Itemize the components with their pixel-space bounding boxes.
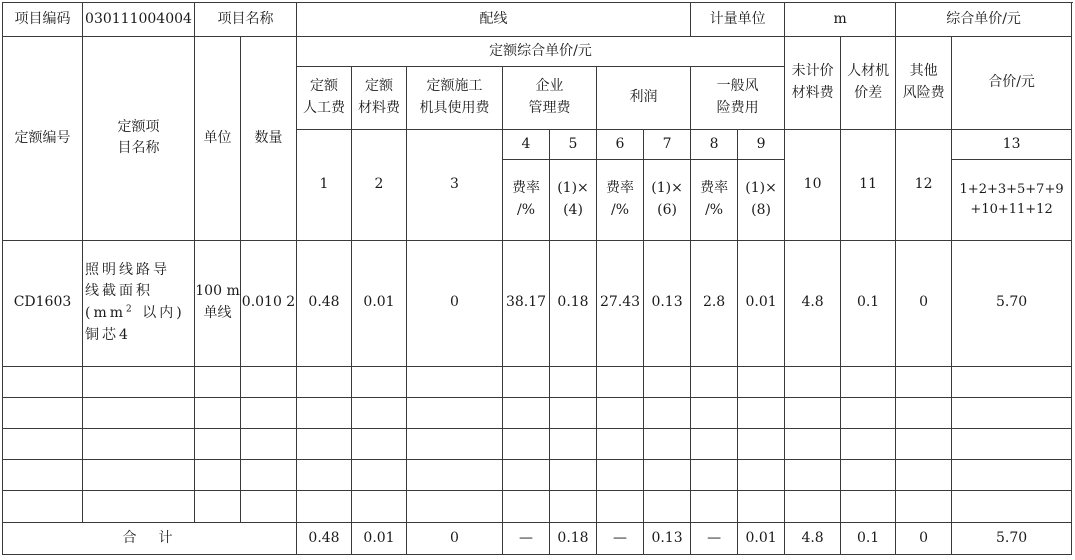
profit-header: 利润 <box>597 67 691 129</box>
profit-rate-label: 费率 /% <box>597 160 644 241</box>
risk-header: 一般风 险费用 <box>691 67 785 129</box>
quota-no-header: 定额编号 <box>3 37 83 240</box>
total-c10: 4.8 <box>785 522 841 554</box>
total-c2: 0.01 <box>352 522 407 554</box>
name-value: 配线 <box>297 3 691 37</box>
col-num-9: 9 <box>738 129 785 159</box>
col-num-11: 11 <box>841 129 896 240</box>
total-c4: — <box>503 522 550 554</box>
row-c5: 0.18 <box>550 240 597 366</box>
col-num-7: 7 <box>644 129 691 159</box>
row-name: 照明线路导 线截面积 ($mm^2$ 以内) 铜芯4 <box>83 240 195 366</box>
total-label: 合 计 <box>3 522 297 554</box>
row-c7: 0.13 <box>644 240 691 366</box>
machine-header: 定额施工 机具使用费 <box>407 67 503 129</box>
total-row <box>3 522 1072 554</box>
row-qty: 0.010 2 <box>241 240 297 366</box>
diff-header: 人材机 价差 <box>841 37 896 130</box>
row-c1: 0.48 <box>297 240 352 366</box>
total-c5: 0.18 <box>550 522 597 554</box>
row-c8: 2.8 <box>691 240 738 366</box>
row-c10: 4.8 <box>785 240 841 366</box>
row-c11: 0.1 <box>841 240 896 366</box>
mgmt-header: 企业 管理费 <box>503 67 597 129</box>
col-num-8: 8 <box>691 129 738 159</box>
row-c12: 0 <box>896 240 952 366</box>
total-c11: 0.1 <box>841 522 896 554</box>
labor-header: 定额 人工费 <box>297 67 352 129</box>
row-c2: 0.01 <box>352 240 407 366</box>
qty-header: 数量 <box>241 37 297 240</box>
header-row <box>3 3 1072 37</box>
quota-analysis-table <box>2 2 1072 555</box>
col-num-6: 6 <box>597 129 644 159</box>
risk-rate-label: 费率 /% <box>691 160 738 241</box>
col-num-5: 5 <box>550 129 597 159</box>
total-formula: 1+2+3+5+7+9 +10+11+12 <box>952 160 1072 241</box>
total-c7: 0.13 <box>644 522 691 554</box>
row-c9: 0.01 <box>738 240 785 366</box>
name-label: 项目名称 <box>195 3 297 37</box>
col-num-12: 12 <box>896 129 952 240</box>
blank-row <box>3 429 1072 460</box>
col-num-13: 13 <box>952 129 1072 159</box>
col-num-3: 3 <box>407 129 503 240</box>
unit-header: 单位 <box>195 37 241 240</box>
blank-row <box>3 397 1072 428</box>
blank-row <box>3 460 1072 491</box>
price-label: 综合单价/元 <box>896 3 1072 37</box>
row-code: CD1603 <box>3 240 83 366</box>
unit-label: 计量单位 <box>691 3 785 37</box>
row-c3: 0 <box>407 240 503 366</box>
total-c12: 0 <box>896 522 952 554</box>
col-num-1: 1 <box>297 129 352 240</box>
row-c6: 27.43 <box>597 240 644 366</box>
total-header: 合价/元 <box>952 37 1072 130</box>
col-num-10: 10 <box>785 129 841 240</box>
unpriced-header: 未计价 材料费 <box>785 37 841 130</box>
row-c4: 38.17 <box>503 240 550 366</box>
code-value: 030111004004 <box>83 3 195 37</box>
total-c8: — <box>691 522 738 554</box>
unit-value: m <box>785 3 896 37</box>
mgmt-formula: (1)× (4) <box>550 160 597 241</box>
profit-formula: (1)× (6) <box>644 160 691 241</box>
row-c13: 5.70 <box>952 240 1072 366</box>
total-c1: 0.48 <box>297 522 352 554</box>
total-c9: 0.01 <box>738 522 785 554</box>
mgmt-rate-label: 费率 /% <box>503 160 550 241</box>
total-c13: 5.70 <box>952 522 1072 554</box>
group-title: 定额综合单价/元 <box>297 37 785 67</box>
material-header: 定额 材料费 <box>352 67 407 129</box>
blank-row <box>3 366 1072 397</box>
total-c6: — <box>597 522 644 554</box>
other-header: 其他 风险费 <box>896 37 952 130</box>
table-row <box>3 240 1072 366</box>
blank-row <box>3 491 1072 522</box>
col-num-2: 2 <box>352 129 407 240</box>
row-unit: 100 m 单线 <box>195 240 241 366</box>
quota-name-header: 定额项 目名称 <box>83 37 195 240</box>
col-num-4: 4 <box>503 129 550 159</box>
risk-formula: (1)× (8) <box>738 160 785 241</box>
code-label: 项目编码 <box>3 3 83 37</box>
total-c3: 0 <box>407 522 503 554</box>
